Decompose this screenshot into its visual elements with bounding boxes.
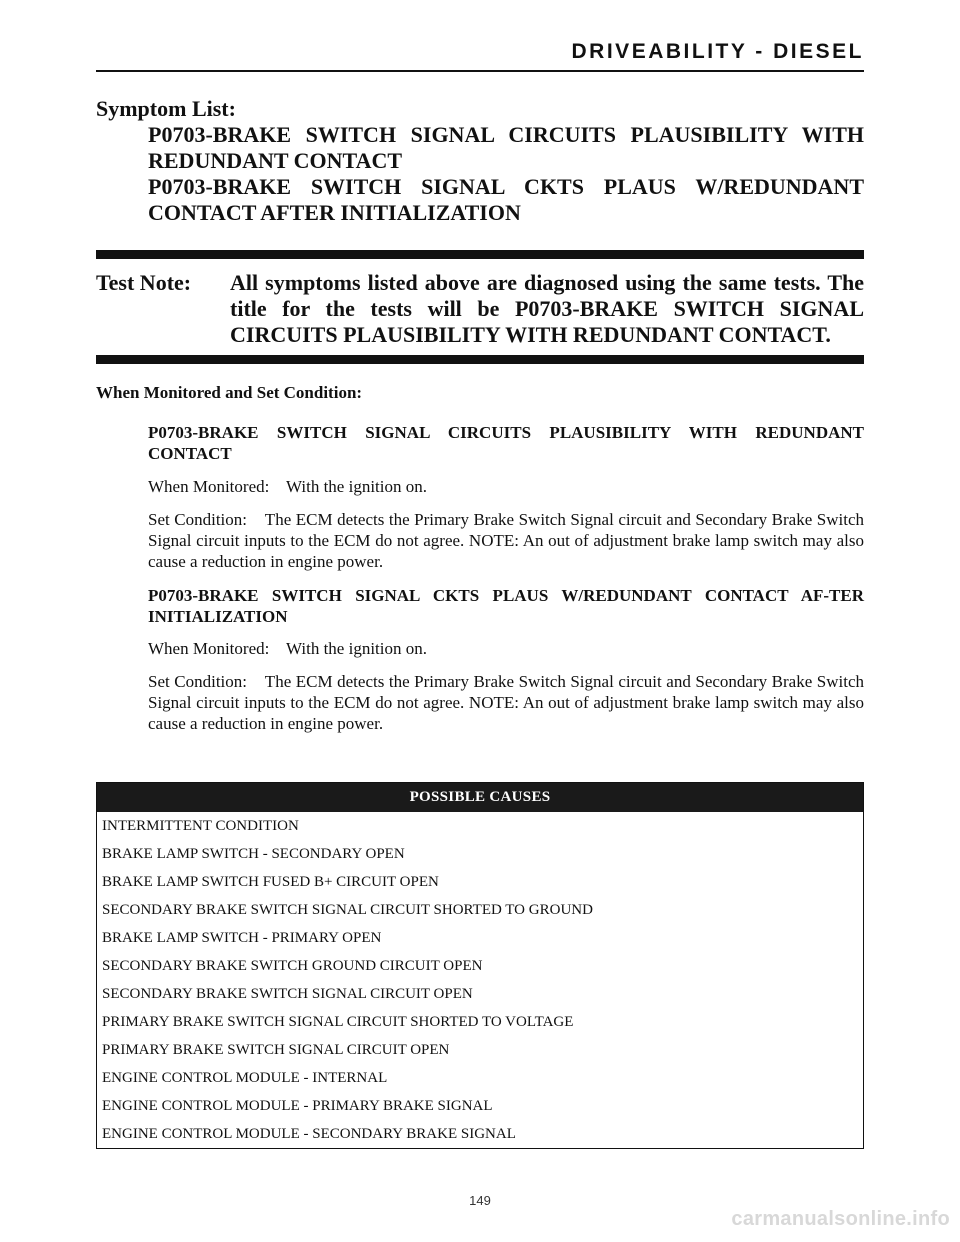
cause-row: ENGINE CONTROL MODULE - INTERNAL xyxy=(97,1064,863,1092)
monitored-heading: When Monitored and Set Condition: xyxy=(96,383,363,402)
symptom-item: P0703-BRAKE SWITCH SIGNAL CIRCUITS PLAUSIBILITY WITH REDUNDANT CONTACT xyxy=(148,122,864,173)
cause-row: INTERMITTENT CONDITION xyxy=(97,812,863,840)
page-number: 149 xyxy=(469,1193,491,1208)
cause-row: ENGINE CONTROL MODULE - PRIMARY BRAKE SIGNAL xyxy=(97,1092,863,1120)
cause-row: ENGINE CONTROL MODULE - SECONDARY BRAKE SIGNAL xyxy=(97,1120,863,1148)
section-header: DRIVEABILITY - DIESEL xyxy=(571,40,864,63)
possible-causes-table xyxy=(96,782,864,1149)
monitor-entry-title: P0703-BRAKE SWITCH SIGNAL CIRCUITS PLAUSIBILITY WITH REDUNDANT CONTACT xyxy=(148,423,864,463)
when-monitored: When Monitored: With the ignition on. xyxy=(148,639,427,658)
divider-top xyxy=(96,250,864,259)
test-note-label: Test Note: xyxy=(96,270,192,295)
cause-row: BRAKE LAMP SWITCH - PRIMARY OPEN xyxy=(97,924,863,952)
symptom-list xyxy=(148,122,864,226)
set-condition: Set Condition: The ECM detects the Primary Brake Switch Signal circuit and Secondary Brake Switch Signal circuit inputs to the ECM do not agree. NOTE: An out of adjustment brake lamp switch may also cause a reduction in engine power. xyxy=(148,672,869,733)
cause-row: BRAKE LAMP SWITCH - SECONDARY OPEN xyxy=(97,840,863,868)
test-note-text: All symptoms listed above are diagnosed using the same tests. The title for the tests will be P0703-BRAKE SWITCH SIGNAL CIRCUITS PLAUSIBILITY WITH REDUNDANT CONTACT. xyxy=(230,270,864,347)
monitor-entry-title: P0703-BRAKE SWITCH SIGNAL CKTS PLAUS W/REDUNDANT CONTACT AF-TER INITIALIZATION xyxy=(148,586,864,626)
cause-row: SECONDARY BRAKE SWITCH SIGNAL CIRCUIT SHORTED TO GROUND xyxy=(97,896,863,924)
cause-row: SECONDARY BRAKE SWITCH SIGNAL CIRCUIT OPEN xyxy=(97,980,863,1008)
watermark: carmanualsonline.info xyxy=(731,1208,950,1230)
cause-row: BRAKE LAMP SWITCH FUSED B+ CIRCUIT OPEN xyxy=(97,868,863,896)
when-monitored: When Monitored: With the ignition on. xyxy=(148,477,427,496)
cause-row: SECONDARY BRAKE SWITCH GROUND CIRCUIT OPEN xyxy=(97,952,863,980)
cause-row: PRIMARY BRAKE SWITCH SIGNAL CIRCUIT SHORTED TO VOLTAGE xyxy=(97,1008,863,1036)
divider-bottom xyxy=(96,355,864,364)
header-rule xyxy=(96,70,864,72)
set-condition: Set Condition: The ECM detects the Primary Brake Switch Signal circuit and Secondary Brake Switch Signal circuit inputs to the ECM do not agree. NOTE: An out of adjustment brake lamp switch may also cause a reduction in engine power. xyxy=(148,510,869,571)
symptom-list-label: Symptom List: xyxy=(96,96,236,121)
possible-causes-heading: POSSIBLE CAUSES xyxy=(97,783,863,812)
symptom-item: P0703-BRAKE SWITCH SIGNAL CKTS PLAUS W/REDUNDANT CONTACT AFTER INITIALIZATION xyxy=(148,174,864,225)
cause-row: PRIMARY BRAKE SWITCH SIGNAL CIRCUIT OPEN xyxy=(97,1036,863,1064)
